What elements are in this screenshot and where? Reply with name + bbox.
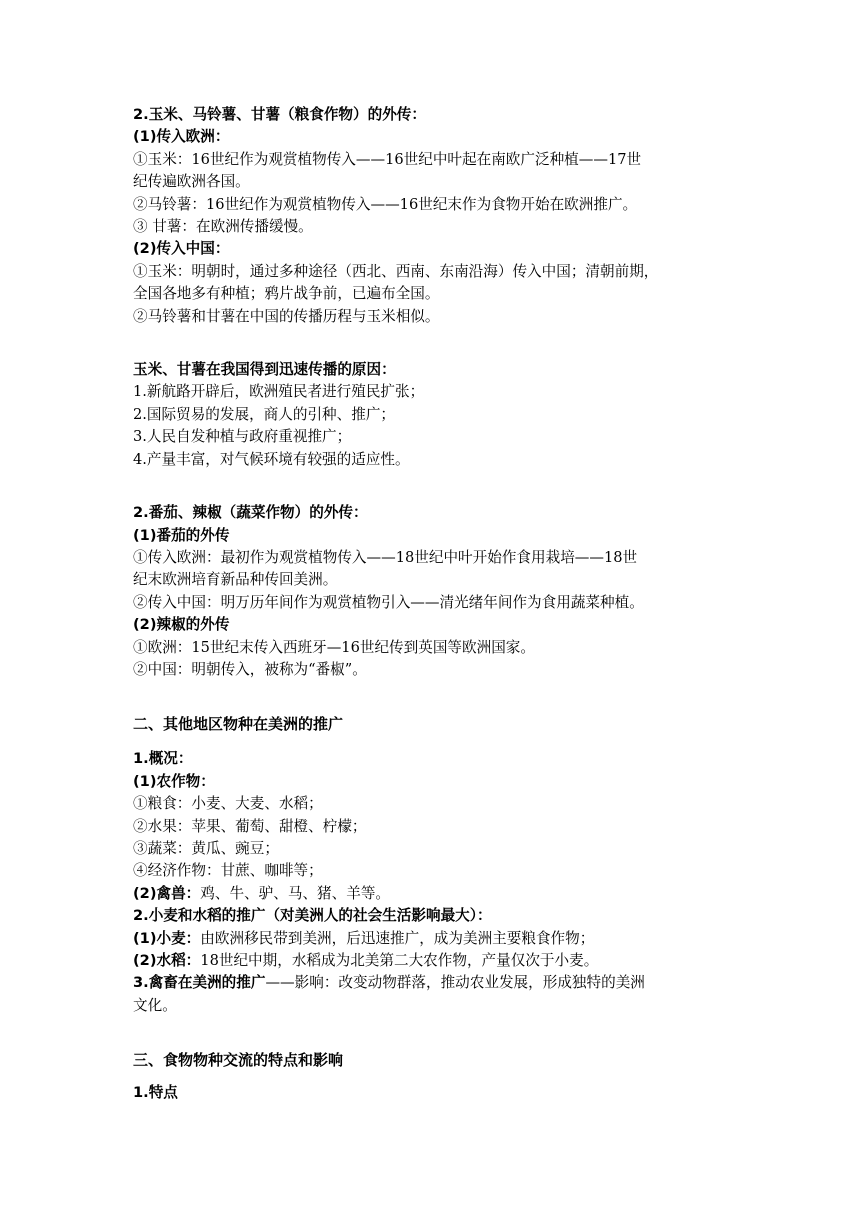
paragraph-line-wheat [133,928,737,950]
section-title-grain-crops: 2.玉米、马铃薯、甘薯（粮食作物）的外传： [133,106,426,123]
paragraph-line: ①玉米：明朝时，通过多种途径（西北、西南、东南沿海）传入中国；清朝前期， [133,262,659,280]
chapter-heading-features: 三、食物物种交流的特点和影响 [133,1051,344,1070]
subheading-wheat-rice: 2.小麦和水稻的推广（对美洲人的社会生活影响最大）： [133,907,492,925]
livestock-text: 鸡、牛、驴、马、猪、羊等。 [200,884,391,902]
list-item: ③蔬菜：黄瓜、豌豆； [133,839,279,857]
list-item: 4.产量丰富，对气候环境有较强的适应性。 [133,450,410,468]
chapter-heading-americas: 二、其他地区物种在美洲的推广 [133,715,344,734]
paragraph-line: ①玉米：16世纪作为观赏植物传入——16世纪中叶起在南欧广泛种植——17世 [133,150,642,168]
paragraph-line: ②传入中国：明万历年间作为观赏植物引入——清光绪年间作为食用蔬菜种植。 [133,593,644,611]
paragraph-line: ①传入欧洲：最初作为观赏植物传入——18世纪中叶开始作食用栽培——18世 [133,548,638,566]
document-body [133,104,737,1105]
subheading-tomato: (1)番茄的外传 [133,526,230,544]
section-title-vegetables: 2.番茄、辣椒（蔬菜作物）的外传： [133,504,368,522]
rice-label: (2)水稻： [133,952,201,969]
paragraph-line: ②中国：明朝传入，被称为“番椒”。 [133,660,367,678]
livestock-spread-label: 3.禽畜在美洲的推广 [133,974,266,992]
subheading-to-europe: (1)传入欧洲： [133,128,230,146]
livestock-spread-text: ——影响：改变动物群落，推动农业发展，形成独特的美洲 [265,974,645,992]
paragraph-line-rice [133,950,737,972]
list-item: ②水果：苹果、葡萄、甜橙、柠檬； [133,817,367,835]
subheading-to-china: (2)传入中国： [133,240,230,258]
paragraph-line: 纪末欧洲培育新品种传回美洲。 [133,571,338,589]
paragraph-line: 全国各地多有种植；鸦片战争前，已遍布全国。 [133,285,440,303]
subheading-pepper: (2)辣椒的外传 [133,616,230,634]
wheat-label: (1)小麦： [133,929,201,947]
paragraph-line: ②马铃薯和甘薯在中国的传播历程与玉米相似。 [133,307,440,325]
paragraph-line: ③ 甘薯：在欧洲传播缓慢。 [133,218,313,236]
paragraph-line: ②马铃薯：16世纪作为观赏植物传入——16世纪末作为食物开始在欧洲推广。 [133,195,638,213]
paragraph-line: ①欧洲：15世纪末传入西班牙—16世纪传到英国等欧洲国家。 [133,638,535,656]
list-item: 1.新航路开辟后，欧洲殖民者进行殖民扩张； [133,383,425,401]
list-item: ④经济作物：甘蔗、咖啡等； [133,862,323,880]
section-title-reasons: 玉米、甘薯在我国得到迅速传播的原因： [133,361,396,379]
paragraph-line-livestock [133,883,737,905]
subheading-overview: 1.概况： [133,750,193,768]
wheat-text: 由欧洲移民带到美洲，后迅速推广，成为美洲主要粮食作物； [200,929,595,947]
rice-text: 18世纪中期，水稻成为北美第二大农作物，产量仅次于小麦。 [200,952,599,969]
subheading-crops: (1)农作物： [133,772,215,790]
paragraph-line: 纪传遍欧洲各国。 [133,173,250,191]
list-item: 3.人民自发种植与政府重视推广； [133,428,352,446]
paragraph-line: 文化。 [133,996,177,1014]
list-item: ①粮食：小麦、大麦、水稻； [133,795,323,813]
subheading-features: 1.特点 [133,1084,178,1102]
list-item: 2.国际贸易的发展，商人的引种、推广； [133,405,396,423]
livestock-label: (2)禽兽： [133,884,201,902]
paragraph-line-livestock-spread [133,972,737,994]
